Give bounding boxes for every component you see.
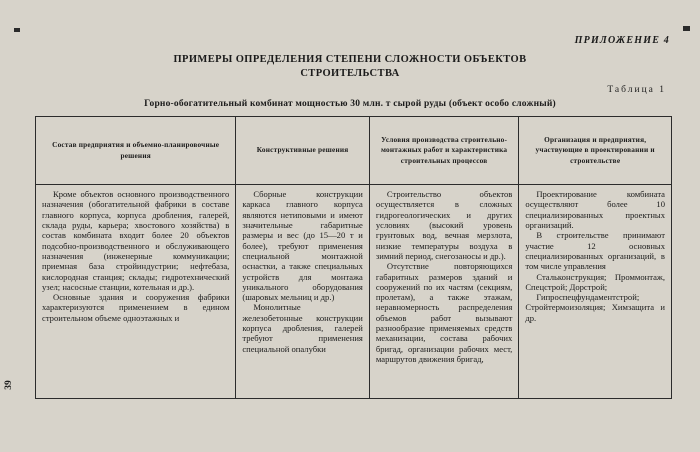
paragraph: Основные здания и сооружения фабрики характеризуются применением в едином строительном объеме одноэтажных и — [42, 292, 230, 323]
page-number: 39 — [3, 380, 14, 390]
table-label: Таблица 1 — [607, 85, 666, 95]
header-cell-structural: Конструктивные решения — [236, 117, 370, 185]
body-cell-structural — [236, 185, 370, 399]
appendix-label: ПРИЛОЖЕНИЕ 4 — [574, 35, 670, 46]
document-title-line2: СТРОИТЕЛЬСТВА — [300, 67, 400, 79]
paragraph: Кроме объектов основного производственного назначения (обогатительной фабрики в составе главного корпуса, корпуса дробления, галерей, склада руды, карьера; хвостового хозяйства) в состав комбината входит более 20 объектов подсобно-производственного и обслуживающего назначения (инженерные коммуникации; приемная база стройиндустрии; нефтебаза, кислородная станция; склады; гидротехнический узел; насосные станции, котельная и др.). — [42, 189, 230, 292]
body-cell-composition — [36, 185, 236, 399]
paragraph: Сборные конструкции каркаса главного корпуса являются нетиповыми и имеют значительные габаритные размеры и вес (до 15—20 т и более), требуют применения специальной монтажной оснастки, а также специальных устройств для монтажа уникального оборудования (шаровых мельниц и др.) — [242, 189, 363, 303]
body-cell-organization — [519, 185, 672, 399]
paragraph: Отсутствие повторяющихся габаритных размеров зданий и сооружений по их частям (секциям, пролетам), а также этажам, неравномерность распределения объемов работ вызывают разнообразие применяемых средств механизации, состава рабочих бригад, организации рабочих мест, маршрутов движения бригад, — [375, 261, 513, 364]
paragraph: Гипроспецфундаментстрой; Стройтермоизоляция; Химзащита и др. — [525, 292, 665, 323]
document-title — [40, 53, 660, 80]
body-cell-conditions — [369, 185, 518, 399]
document-title-line1: ПРИМЕРЫ ОПРЕДЕЛЕНИЯ СТЕПЕНИ СЛОЖНОСТИ ОБЪЕКТОВ — [173, 54, 527, 65]
paragraph: Монолитные железобетонные конструкции корпуса дробления, галерей требуют применения специальной опалубки — [242, 302, 363, 354]
paragraph: Стальконструкция; Проммонтаж, Спецстрой; Дорстрой; — [525, 271, 665, 292]
scan-artifact-top-left — [14, 28, 20, 32]
table-header-row — [36, 117, 672, 185]
header-cell-conditions: Условия производства строительно-монтажных работ и характеристика строительных процессов — [369, 117, 518, 185]
header-cell-composition: Состав предприятия и объемно-планировочные решения — [36, 117, 236, 185]
header-cell-organization: Организация и предприятия, участвующие в проектировании и строительстве — [519, 117, 672, 185]
table-body-row — [36, 185, 672, 399]
table-title: Горно-обогатительный комбинат мощностью 30 млн. т сырой руды (объект особо сложный) — [144, 99, 556, 109]
complexity-table — [35, 116, 672, 399]
paragraph: Проектирование комбината осуществляют более 10 специализированных проектных организаций. — [525, 189, 665, 230]
paragraph: В строительстве принимают участие 12 основных специализированных организаций, в том числе управления — [525, 230, 665, 272]
paragraph: Строительство объектов осуществляется в сложных гидрогеологических и других условиях (высокий уровень грунтовых вод, вечная мерзлота, низкие температуры воздуха в зимний период, снегозаносы и др.). — [375, 189, 513, 261]
scan-artifact-top-right — [683, 26, 690, 31]
